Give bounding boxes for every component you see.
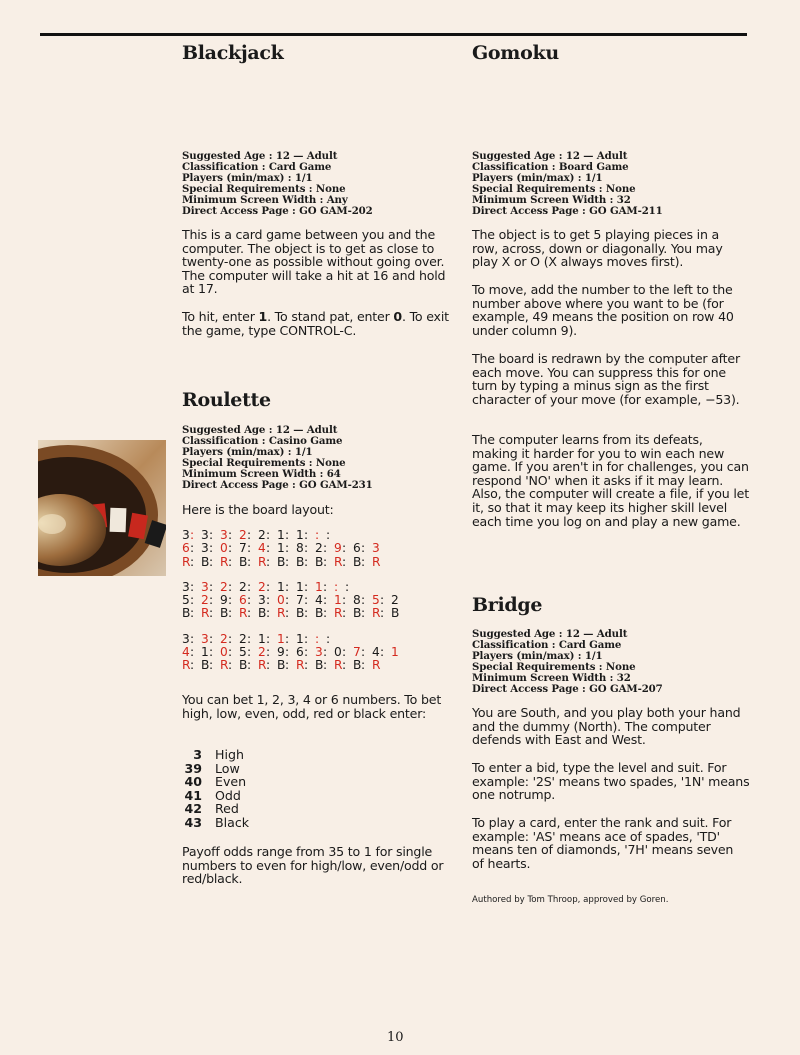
gomoku-learning-info: The computer learns from its defeats, making it harder for you to win each new game. If you aren't in for challenges, you can respond 'NO' when it asks if it may learn. Also, the computer will create a file, if you let it, so that it may keep its higher skill level each time you log on and play a new game. [472, 432, 749, 529]
board-cell: B [201, 658, 210, 673]
board-separator: : [266, 554, 271, 569]
controls-text: . To stand pat, enter [267, 309, 394, 324]
board-separator: : [209, 658, 214, 673]
board-separator: : [247, 606, 252, 621]
board-cell: 9 [277, 645, 285, 660]
meta-players: Players (min/max) : 1/1 [182, 171, 313, 184]
board-separator: : [304, 528, 309, 542]
board-cell: B [201, 554, 210, 569]
board-cell: B [353, 554, 362, 569]
board-separator: : [315, 528, 320, 542]
board-cell: 0 [220, 645, 228, 660]
board-cell: B [353, 658, 362, 673]
board-separator: : [190, 579, 195, 594]
board-separator: : [247, 554, 252, 569]
board-cell: 6 [182, 541, 190, 556]
board-cell: 0 [220, 541, 228, 556]
gomoku-meta [472, 151, 663, 216]
board-cell: 7 [296, 593, 304, 608]
board-cell: R [182, 658, 191, 673]
meta-access-page: Direct Access Page : GO GAM-202 [182, 204, 373, 217]
board-separator: : [285, 554, 290, 569]
board-cell: 4 [182, 645, 190, 660]
blackjack-controls [182, 310, 454, 337]
board-separator: : [228, 528, 233, 542]
board-separator: : [228, 554, 233, 569]
meta-screen-width: Minimum Screen Width : 64 [182, 467, 341, 480]
bet-intro: You can bet 1, 2, 3, 4 or 6 numbers. To bet high, low, even, odd, red or black enter: [182, 692, 442, 721]
board-cell: R [334, 658, 343, 673]
board-separator: : [228, 579, 233, 594]
board-separator: : [304, 579, 309, 594]
board-cell: R [296, 658, 305, 673]
board-cell: B [182, 606, 191, 621]
board-separator: : [323, 658, 328, 673]
board-separator: : [323, 541, 328, 556]
board-cell: 3 [372, 541, 380, 556]
roulette-meta [182, 425, 373, 490]
board-cell: R [258, 554, 267, 569]
board-separator: : [323, 579, 328, 594]
board-separator: : [247, 528, 252, 542]
board-separator: : [209, 606, 214, 621]
board-cell: 2 [258, 645, 266, 660]
board-separator: : [285, 541, 290, 556]
meta-age: Suggested Age : 12 — Adult [472, 628, 628, 640]
board-separator: : [285, 579, 290, 594]
board-cell: 1 [277, 631, 285, 646]
board-separator: : [380, 645, 385, 660]
board-separator: : [266, 658, 271, 673]
board-separator: : [361, 645, 366, 660]
board-separator: : [304, 593, 309, 608]
meta-screen-width: Minimum Screen Width : 32 [472, 671, 631, 684]
board-separator: : [304, 541, 309, 556]
meta-requirements: Special Requirements : None [472, 182, 636, 195]
board-cell: 1 [391, 645, 399, 660]
board-cell: R [372, 554, 381, 569]
controls-text: To hit, enter [182, 309, 259, 324]
board-separator: : [228, 593, 233, 608]
board-cell: 1 [296, 528, 304, 542]
meta-players: Players (min/max) : 1/1 [472, 171, 603, 184]
bet-option [182, 775, 249, 789]
bet-list [182, 748, 249, 830]
meta-age: Suggested Age : 12 — Adult [182, 424, 338, 436]
board-separator: : [247, 579, 252, 594]
board-separator: : [266, 606, 271, 621]
board-separator: : [304, 606, 309, 621]
board-cell: 4 [258, 541, 266, 556]
board-cell: B [277, 658, 286, 673]
board-cell: 9 [334, 541, 342, 556]
board-cell: 5 [239, 645, 247, 660]
payoff-text: Payoff odds range from 35 to 1 for single numbers to even for high/low, even/odd or red/black. [182, 844, 444, 887]
board-cell: 6 [239, 593, 247, 608]
board-cell: B [277, 554, 286, 569]
board-cell: 5 [372, 593, 380, 608]
meta-requirements: Special Requirements : None [182, 456, 346, 469]
board-cell: 2 [220, 579, 228, 594]
board-separator: : [266, 579, 271, 594]
bet-number: 41 [184, 787, 202, 803]
board-cell: R [201, 606, 210, 621]
meta-classification: Classification : Board Game [472, 160, 629, 173]
board-cell: B [315, 658, 324, 673]
gomoku-objective: The object is to get 5 playing pieces in a row, across, down or diagonally. You may play X or O (X always moves first). [472, 227, 723, 270]
board-cell: 2 [258, 579, 266, 594]
bridge-play-instructions: To play a card, enter the rank and suit. For example: 'AS' means ace of spades, 'TD' means ten of diamonds, '7H' means seven of hearts. [472, 815, 734, 871]
bet-number: 40 [184, 774, 202, 790]
blackjack-meta [182, 151, 373, 216]
board-separator: : [209, 631, 214, 646]
board-cell: B [315, 554, 324, 569]
board-separator: : [266, 593, 271, 608]
board-cell: 1 [334, 593, 342, 608]
board-separator: : [190, 631, 195, 646]
board-cell: 0 [277, 593, 285, 608]
board-separator: : [190, 606, 195, 621]
bet-number: 3 [193, 747, 202, 762]
board-separator: : [285, 645, 290, 660]
board-cell: 3 [182, 528, 190, 542]
bet-number: 42 [184, 801, 202, 817]
roulette-wheel-photo [38, 440, 166, 576]
board-separator: : [361, 658, 366, 673]
board-separator: : [323, 645, 328, 660]
board-separator: : [326, 631, 331, 646]
bridge-title: Bridge [472, 594, 543, 616]
meta-requirements: Special Requirements : None [472, 660, 636, 673]
board-separator: : [380, 593, 385, 608]
board-separator: : [209, 554, 214, 569]
board-separator: : [247, 631, 252, 646]
bet-number: 39 [184, 760, 202, 776]
board-cell: R [334, 606, 343, 621]
blackjack-description: This is a card game between you and the computer. The object is to get as close to twenty-one as possible without going over. The computer will take a hit at 16 and hold at 17. [182, 227, 446, 297]
board-cell: R [372, 658, 381, 673]
board-separator: : [342, 541, 347, 556]
board-separator: : [209, 593, 214, 608]
board-separator: : [323, 554, 328, 569]
board-cell: 2 [201, 593, 209, 608]
board-separator: : [190, 593, 195, 608]
bet-option [182, 789, 249, 803]
board-separator: : [285, 658, 290, 673]
meta-players: Players (min/max) : 1/1 [472, 649, 603, 662]
board-separator: : [304, 631, 309, 646]
board-separator: : [361, 554, 366, 569]
board-cell: 3 [201, 528, 209, 542]
board-separator: : [334, 579, 339, 594]
meta-classification: Classification : Card Game [472, 638, 622, 651]
board-separator: : [209, 541, 214, 556]
controls-text: . To exit the game, type CONTROL-C. [182, 309, 449, 338]
board-cell: B [296, 554, 305, 569]
board-separator: : [285, 606, 290, 621]
board-cell: 9 [220, 593, 228, 608]
board-cell: 6 [296, 645, 304, 660]
board-separator: : [209, 579, 214, 594]
bet-label: Odd [215, 787, 241, 803]
board-cell: 1 [277, 541, 285, 556]
board-cell: R [334, 554, 343, 569]
board-separator: : [315, 631, 320, 646]
bet-label: Low [215, 760, 240, 776]
board-cell: 1 [296, 631, 304, 646]
board-cell: 5 [182, 593, 190, 608]
board-cell: 1 [277, 528, 285, 542]
board-cell: 3 [258, 593, 266, 608]
board-cell: 4 [372, 645, 380, 660]
stand-key: 0 [393, 309, 402, 324]
meta-access-page: Direct Access Page : GO GAM-207 [472, 682, 663, 695]
gomoku-title: Gomoku [472, 42, 559, 64]
board-layout-intro: Here is the board layout: [182, 502, 334, 517]
board-cell: 3 [315, 645, 323, 660]
board-cell: R [182, 554, 191, 569]
board-separator: : [345, 579, 350, 594]
board-cell: 3 [182, 579, 190, 594]
board-cell: 3 [182, 631, 190, 646]
bet-label: Even [215, 774, 247, 790]
board-separator: : [247, 658, 252, 673]
meta-classification: Classification : Card Game [182, 160, 332, 173]
board-separator: : [304, 658, 309, 673]
board-separator: : [209, 645, 214, 660]
board-separator: : [342, 606, 347, 621]
gomoku-move-instructions: To move, add the number to the left to the number above where you want to be (for example, 49 means the position on row 40 under column 9). [472, 282, 734, 338]
board-separator: : [323, 593, 328, 608]
meta-screen-width: Minimum Screen Width : Any [182, 193, 348, 206]
board-cell: 7 [353, 645, 361, 660]
board-cell: 3 [201, 541, 209, 556]
board-cell: 8 [353, 593, 361, 608]
board-cell: 2 [391, 593, 399, 608]
board-cell: R [277, 606, 286, 621]
board-separator: : [304, 554, 309, 569]
board-separator: : [342, 554, 347, 569]
board-cell: B [220, 606, 229, 621]
board-separator: : [247, 593, 252, 608]
page-number: 10 [387, 1030, 404, 1045]
board-cell: 3 [201, 631, 209, 646]
board-separator: : [342, 658, 347, 673]
board-separator: : [323, 606, 328, 621]
top-rule [40, 33, 747, 36]
meta-screen-width: Minimum Screen Width : 32 [472, 193, 631, 206]
board-separator: : [190, 658, 195, 673]
gomoku-redraw-info: The board is redrawn by the computer after each move. You can suppress this for one turn by typing a minus sign as the first character of your move (for example, −53). [472, 351, 740, 407]
board-cell: 2 [258, 528, 266, 542]
board-separator: : [304, 645, 309, 660]
board-cell: 1 [277, 579, 285, 594]
meta-age: Suggested Age : 12 — Adult [182, 150, 338, 162]
board-separator: : [266, 645, 271, 660]
board-separator: : [247, 541, 252, 556]
board-separator: : [228, 658, 233, 673]
author-credit: Authored by Tom Throop, approved by Goren. [472, 895, 669, 905]
meta-age: Suggested Age : 12 — Adult [472, 150, 628, 162]
board-separator: : [190, 528, 195, 542]
board-separator: : [266, 541, 271, 556]
board-cell: B [391, 606, 400, 621]
roulette-title: Roulette [182, 389, 271, 411]
meta-requirements: Special Requirements : None [182, 182, 346, 195]
board-separator: : [285, 631, 290, 646]
board-cell: 2 [239, 528, 247, 542]
bet-label: High [215, 747, 244, 762]
roulette-wheel-icon [38, 440, 166, 576]
board-cell: B [258, 606, 267, 621]
board-cell: 2 [220, 631, 228, 646]
board-cell: 2 [239, 631, 247, 646]
board-separator: : [209, 528, 214, 542]
board-separator: : [326, 528, 331, 542]
board-cell: R [220, 658, 229, 673]
board-separator: : [342, 645, 347, 660]
board-cell: B [239, 658, 248, 673]
board-cell: 1 [201, 645, 209, 660]
meta-players: Players (min/max) : 1/1 [182, 445, 313, 458]
blackjack-title: Blackjack [182, 42, 284, 64]
board-cell: 0 [334, 645, 342, 660]
board-cell: 1 [258, 631, 266, 646]
board-separator: : [361, 606, 366, 621]
board-cell: R [239, 606, 248, 621]
bet-option [182, 816, 249, 830]
board-separator: : [285, 528, 290, 542]
board-separator: : [228, 606, 233, 621]
meta-classification: Classification : Casino Game [182, 434, 343, 447]
bet-number: 43 [184, 814, 202, 830]
board-cell: 6 [353, 541, 361, 556]
board-separator: : [190, 554, 195, 569]
board-separator: : [266, 631, 271, 646]
bet-label: Black [215, 814, 250, 830]
board-cell: 3 [220, 528, 228, 542]
board-cell: B [315, 606, 324, 621]
board-separator: : [380, 606, 385, 621]
board-separator: : [266, 528, 271, 542]
board-cell: 8 [296, 541, 304, 556]
board-separator: : [190, 645, 195, 660]
board-separator: : [342, 593, 347, 608]
board-cell: R [220, 554, 229, 569]
board-separator: : [228, 645, 233, 660]
bet-label: Red [215, 801, 239, 817]
board-cell: R [258, 658, 267, 673]
bet-option [182, 748, 249, 762]
board-separator: : [228, 541, 233, 556]
board-cell: 4 [315, 593, 323, 608]
board-cell: 2 [315, 541, 323, 556]
board-separator: : [190, 541, 195, 556]
board-cell: R [372, 606, 381, 621]
board-separator: : [361, 541, 366, 556]
board-separator: : [285, 593, 290, 608]
bet-option [182, 802, 249, 816]
bridge-meta [472, 629, 663, 694]
board-separator: : [228, 631, 233, 646]
bet-option [182, 762, 249, 776]
board-cell: 7 [239, 541, 247, 556]
board-cell: 1 [315, 579, 323, 594]
meta-access-page: Direct Access Page : GO GAM-211 [472, 204, 663, 217]
board-cell: B [353, 606, 362, 621]
bridge-bid-instructions: To enter a bid, type the level and suit. For example: '2S' means two spades, '1N' means one notrump. [472, 760, 750, 803]
board-cell: 1 [296, 579, 304, 594]
board-separator: : [361, 593, 366, 608]
board-cell: 2 [239, 579, 247, 594]
board-separator: : [247, 645, 252, 660]
board-cell: 3 [201, 579, 209, 594]
board-cell: B [239, 554, 248, 569]
meta-access-page: Direct Access Page : GO GAM-231 [182, 478, 373, 491]
hit-key: 1 [258, 309, 268, 324]
bridge-intro: You are South, and you play both your hand and the dummy (North). The computer defends with East and West. [472, 705, 741, 748]
board-cell: B [296, 606, 305, 621]
